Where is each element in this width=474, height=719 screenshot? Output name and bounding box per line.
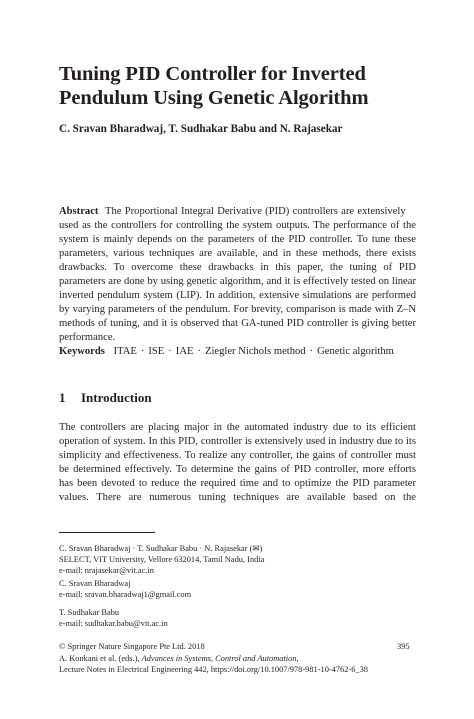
- footnote-rule: [59, 532, 155, 533]
- keyword: ITAE: [113, 346, 137, 357]
- keyword-separator: ·: [197, 346, 201, 357]
- abstract-line: drawbacks. To overcome these drawbacks in this paper, the tuning of PID: [59, 262, 416, 274]
- copyright-block: [59, 641, 368, 676]
- abstract-text: The Proportional Integral Derivative (PID) controllers are extensively: [104, 206, 406, 217]
- body-line: The controllers are placing major in the automated industry due to its efficient: [59, 422, 416, 433]
- footnote-author: [59, 578, 191, 600]
- body-line: be determined effectively. To determine the gains of PID controller, more efforts: [59, 464, 416, 476]
- keyword: IAE: [175, 346, 194, 357]
- doi-line: Lecture Notes in Electrical Engineering 442, https://doi.org/10.1007/978-981-10-4762-6_38: [59, 665, 368, 675]
- footnote-line: SELECT, VIT University, Vellore 632014, Tamil Nadu, India: [59, 555, 265, 565]
- body-line: simplicity and effectiveness. To realize any controller, the gains of controller must: [59, 450, 416, 462]
- citation-prefix: A. Konkani et al. (eds.),: [59, 653, 142, 663]
- footnote-line: e-mail: sudhakar.babu@vit.ac.in: [59, 619, 168, 629]
- section-title: Introduction: [81, 390, 152, 405]
- abstract-line: used as the controllers for controlling the system outputs. The performance of the: [59, 220, 416, 232]
- abstract-line: [59, 205, 416, 219]
- abstract-line: inverted pendulum system (LIP). In addition, extensive simulations are performed: [59, 290, 416, 302]
- section-heading: [59, 390, 152, 406]
- abstract-label: Abstract: [59, 206, 99, 217]
- abstract: [59, 205, 416, 345]
- title-line: Pendulum Using Genetic Algorithm: [59, 87, 369, 109]
- footnote-line: T. Sudhakar Babu: [59, 608, 120, 617]
- book-title: Advances in Systems, Control and Automation: [141, 653, 297, 663]
- citation-suffix: ,: [296, 653, 299, 663]
- body-line: operation of system. In this PID, controller is extensively used in industry due to its: [59, 436, 416, 448]
- abstract-line: by varying parameters of the pendulum. For brevity, comparison is made with Z–N: [59, 304, 416, 316]
- keyword: Ziegler Nichols method: [204, 346, 306, 357]
- keywords: [59, 346, 394, 357]
- body-line: has been devoted to reduce the required time and to optimize the PID parameter: [59, 478, 416, 490]
- footnote-affiliation: [59, 543, 264, 577]
- section-number: 1: [59, 390, 66, 405]
- author-list: C. Sravan Bharadwaj, T. Sudhakar Babu and N. Rajasekar: [59, 123, 343, 135]
- keyword: Genetic algorithm: [317, 346, 394, 357]
- abstract-line: system is mainly depends on the parameters of the PID controller. To tune these: [59, 234, 416, 246]
- keyword-separator: ·: [140, 346, 145, 357]
- page-number: 395: [397, 642, 410, 651]
- citation-line: [59, 653, 368, 665]
- paper-title: [59, 62, 419, 110]
- keywords-label: Keywords: [59, 346, 105, 357]
- title-line: Tuning PID Controller for Inverted: [59, 63, 366, 85]
- footnote-line: C. Sravan Bharadwaj · T. Sudhakar Babu · N. Rajasekar (✉): [59, 544, 263, 553]
- abstract-line: parameters are done by using genetic algorithm, and it is effectively tested on linear: [59, 276, 416, 288]
- footnote-line: e-mail: sravan.bharadwaj1@gmail.com: [59, 590, 192, 600]
- copyright-line: © Springer Nature Singapore Pte Ltd. 2018: [59, 642, 205, 651]
- body-text: [59, 421, 416, 505]
- keyword-separator: ·: [168, 346, 172, 357]
- abstract-line: methods of tuning, and it is observed that GA-tuned PID controller is giving better: [59, 318, 416, 330]
- footnote-author: [59, 607, 168, 629]
- body-line: values. There are numerous tuning techniques are available based on the: [59, 492, 416, 504]
- footnote-line: e-mail: nrajasekar@vit.ac.in: [59, 566, 154, 576]
- keyword-separator: ·: [309, 346, 314, 357]
- abstract-line: performance.: [59, 332, 116, 344]
- footnote-line: C. Sravan Bharadwaj: [59, 579, 131, 588]
- keyword: ISE: [148, 346, 165, 357]
- abstract-line: parameters, various techniques are available, and in these methods, there exists: [59, 248, 416, 260]
